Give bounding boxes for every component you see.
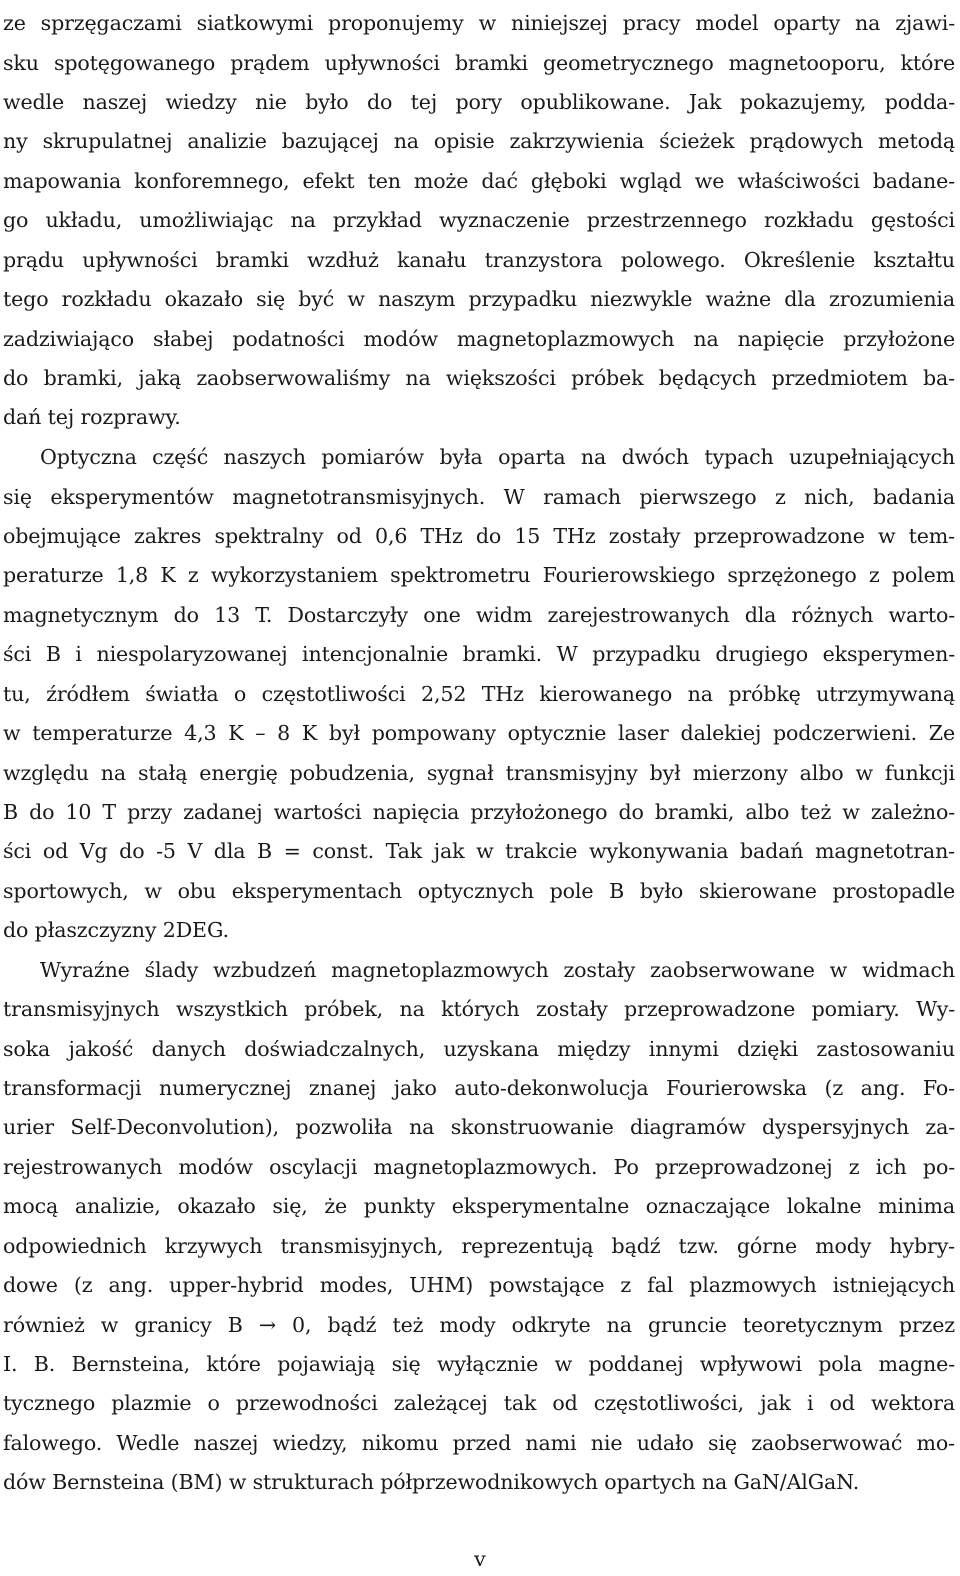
text-line: mocą analizie, okazało się, że punkty eksperymentalne oznaczające lokalne minima <box>3 1194 955 1218</box>
text-line: do bramki, jaką zaobserwowaliśmy na większości próbek będących przedmiotem ba- <box>3 366 955 390</box>
text-line: dowe (z ang. upper-hybrid modes, UHM) powstające z fal plazmowych istniejących <box>3 1273 955 1297</box>
text-line: ze sprzęgaczami siatkowymi proponujemy w niniejszej pracy model oparty na zjawi- <box>3 11 955 35</box>
text-line: I. B. Bernsteina, które pojawiają się wyłącznie w poddanej wpływowi pola magne- <box>3 1352 955 1376</box>
text-line: mapowania konforemnego, efekt ten może dać głęboki wgląd we właściwości badane- <box>3 169 955 193</box>
text-line: również w granicy B → 0, bądź też mody odkryte na gruncie teoretycznym przez <box>3 1313 955 1337</box>
text-line: do płaszczyzny 2DEG. <box>3 918 229 942</box>
text-line: peraturze 1,8 K z wykorzystaniem spektrometru Fourierowskiego sprzężonego z polem <box>3 563 955 587</box>
text-line: falowego. Wedle naszej wiedzy, nikomu przed nami nie udało się zaobserwować mo- <box>3 1431 955 1455</box>
text-line: magnetycznym do 13 T. Dostarczyły one widm zarejestrowanych dla różnych warto- <box>3 603 955 627</box>
page-number: v <box>474 1547 486 1571</box>
text-line: względu na stałą energię pobudzenia, sygnał transmisyjny był mierzony albo w funkcji <box>3 761 955 785</box>
text-line: ny skrupulatnej analizie bazującej na opisie zakrzywienia ścieżek prądowych metodą <box>3 129 955 153</box>
text-line: obejmujące zakres spektralny od 0,6 THz do 15 THz zostały przeprowadzone w tem- <box>3 524 955 548</box>
text-line: Optyczna część naszych pomiarów była oparta na dwóch typach uzupełniających <box>40 445 955 469</box>
text-line: ści od Vg do -5 V dla B = const. Tak jak w trakcie wykonywania badań magnetotran- <box>3 839 955 863</box>
text-line: urier Self-Deconvolution), pozwoliła na skonstruowanie diagramów dyspersyjnych za- <box>3 1115 955 1139</box>
text-line: go układu, umożliwiając na przykład wyznaczenie przestrzennego rozkładu gęstości <box>3 208 955 232</box>
text-line: sku spotęgowanego prądem upływności bramki geometrycznego magnetooporu, które <box>3 51 955 75</box>
text-line: dów Bernsteina (BM) w strukturach półprzewodnikowych opartych na GaN/AlGaN. <box>3 1470 860 1494</box>
text-line: tego rozkładu okazało się być w naszym przypadku niezwykle ważne dla zrozumienia <box>3 287 955 311</box>
text-line: rejestrowanych modów oscylacji magnetoplazmowych. Po przeprowadzonej z ich po- <box>3 1155 955 1179</box>
text-line: w temperaturze 4,3 K – 8 K był pompowany optycznie laser dalekiej podczerwieni. Ze <box>3 721 955 745</box>
text-line: sportowych, w obu eksperymentach optycznych pole B było skierowane prostopadle <box>3 879 955 903</box>
text-line: prądu upływności bramki wzdłuż kanału tranzystora polowego. Określenie kształtu <box>3 248 955 272</box>
text-line: tu, źródłem światła o częstotliwości 2,52 THz kierowanego na próbkę utrzymywaną <box>3 682 955 706</box>
text-line: wedle naszej wiedzy nie było do tej pory opublikowane. Jak pokazujemy, podda- <box>3 90 955 114</box>
text-line: Wyraźne ślady wzbudzeń magnetoplazmowych zostały zaobserwowane w widmach <box>40 958 955 982</box>
text-line: transformacji numerycznej znanej jako auto-dekonwolucja Fourierowska (z ang. Fo- <box>3 1076 955 1100</box>
text-line: soka jakość danych doświadczalnych, uzyskana między innymi dzięki zastosowaniu <box>3 1037 955 1061</box>
text-line: B do 10 T przy zadanej wartości napięcia przyłożonego do bramki, albo też w zależno- <box>3 800 955 824</box>
text-line: dań tej rozprawy. <box>3 405 181 429</box>
text-line: ści B i niespolaryzowanej intencjonalnie bramki. W przypadku drugiego eksperymen- <box>3 642 955 666</box>
text-line: się eksperymentów magnetotransmisyjnych. W ramach pierwszego z nich, badania <box>3 485 955 509</box>
text-line: odpowiednich krzywych transmisyjnych, reprezentują bądź tzw. górne mody hybry- <box>3 1234 955 1258</box>
text-line: transmisyjnych wszystkich próbek, na których zostały przeprowadzone pomiary. Wy- <box>3 997 955 1021</box>
text-line: zadziwiająco słabej podatności modów magnetoplazmowych na napięcie przyłożone <box>3 327 955 351</box>
text-line: tycznego plazmie o przewodności zależącej tak od częstotliwości, jak i od wektora <box>3 1391 955 1415</box>
